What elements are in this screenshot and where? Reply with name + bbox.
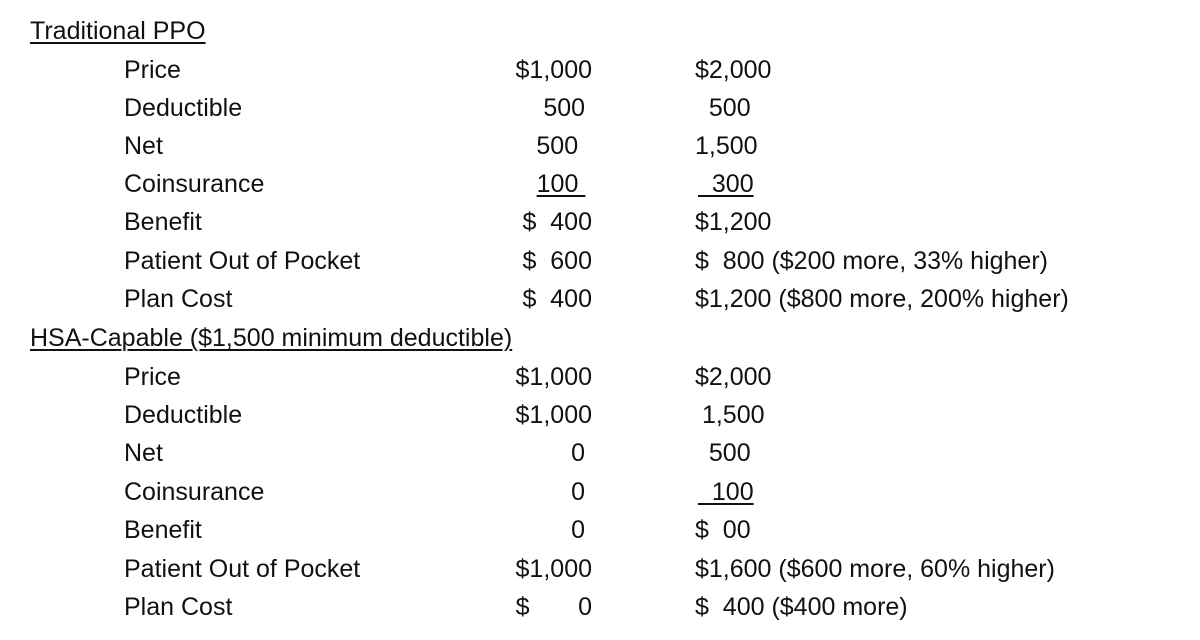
ppo-deductible-col2: 500	[695, 94, 751, 122]
hsa-price-col1: $1,000	[515, 363, 592, 391]
ppo-price-col1: $1,000	[515, 56, 592, 84]
ppo-net-col2: 1,500	[695, 132, 758, 160]
row-label: Benefit	[124, 208, 202, 236]
ppo-row-deductible	[0, 92, 1200, 124]
hsa-deductible-col2: 1,500	[695, 401, 765, 429]
hsa-coinsurance-col2: 100	[698, 478, 754, 506]
row-label: Net	[124, 132, 163, 160]
ppo-row-patient-oop	[0, 245, 1200, 277]
section-title-traditional-ppo: Traditional PPO	[30, 17, 206, 45]
ppo-benefit-col2: $1,200	[695, 208, 772, 236]
hsa-benefit-col2: $ 00	[695, 516, 751, 544]
row-label: Price	[124, 56, 181, 84]
ppo-plan-cost-col2: $1,200 ($800 more, 200% higher)	[695, 285, 1069, 313]
hsa-row-net	[0, 437, 1200, 469]
hsa-net-col2: 500	[695, 439, 751, 467]
ppo-deductible-col1: 500	[543, 94, 592, 122]
row-label: Plan Cost	[124, 593, 233, 621]
ppo-patient-oop-col2: $ 800 ($200 more, 33% higher)	[695, 247, 1048, 275]
hsa-price-col2: $2,000	[695, 363, 772, 391]
hsa-patient-oop-col1: $1,000	[515, 555, 592, 583]
row-label: Patient Out of Pocket	[124, 555, 361, 583]
hsa-plan-cost-col2: $ 400 ($400 more)	[695, 593, 908, 621]
ppo-row-price	[0, 54, 1200, 86]
row-label: Benefit	[124, 516, 202, 544]
hsa-row-price	[0, 361, 1200, 393]
row-label: Plan Cost	[124, 285, 233, 313]
hsa-benefit-col1: 0	[571, 516, 592, 544]
row-label: Coinsurance	[124, 170, 265, 198]
hsa-patient-oop-col2: $1,600 ($600 more, 60% higher)	[695, 555, 1055, 583]
ppo-row-benefit	[0, 206, 1200, 238]
hsa-row-plan-cost	[0, 591, 1200, 623]
ppo-net-col1: 500	[536, 132, 592, 160]
ppo-coinsurance-col2: 300	[698, 170, 754, 198]
hsa-row-patient-oop	[0, 553, 1200, 585]
row-label: Price	[124, 363, 181, 391]
row-label: Coinsurance	[124, 478, 265, 506]
hsa-net-col1: 0	[571, 439, 592, 467]
ppo-benefit-col1: $ 400	[522, 208, 592, 236]
ppo-row-plan-cost	[0, 283, 1200, 315]
ppo-price-col2: $2,000	[695, 56, 772, 84]
hsa-row-deductible	[0, 399, 1200, 431]
hsa-row-coinsurance	[0, 476, 1200, 508]
ppo-row-net	[0, 130, 1200, 162]
hsa-plan-cost-col1: $ 0	[515, 593, 592, 621]
row-label: Deductible	[124, 401, 243, 429]
hsa-deductible-col1: $1,000	[515, 401, 592, 429]
hsa-coinsurance-col1: 0	[571, 478, 592, 506]
ppo-plan-cost-col1: $ 400	[522, 285, 592, 313]
section-title-hsa-capable: HSA-Capable ($1,500 minimum deductible)	[30, 324, 513, 352]
row-label: Net	[124, 439, 163, 467]
row-label: Deductible	[124, 94, 243, 122]
ppo-row-coinsurance	[0, 168, 1200, 200]
ppo-coinsurance-col1: 100	[536, 170, 586, 198]
hsa-row-benefit	[0, 514, 1200, 546]
ppo-patient-oop-col1: $ 600	[522, 247, 592, 275]
row-label: Patient Out of Pocket	[124, 247, 361, 275]
